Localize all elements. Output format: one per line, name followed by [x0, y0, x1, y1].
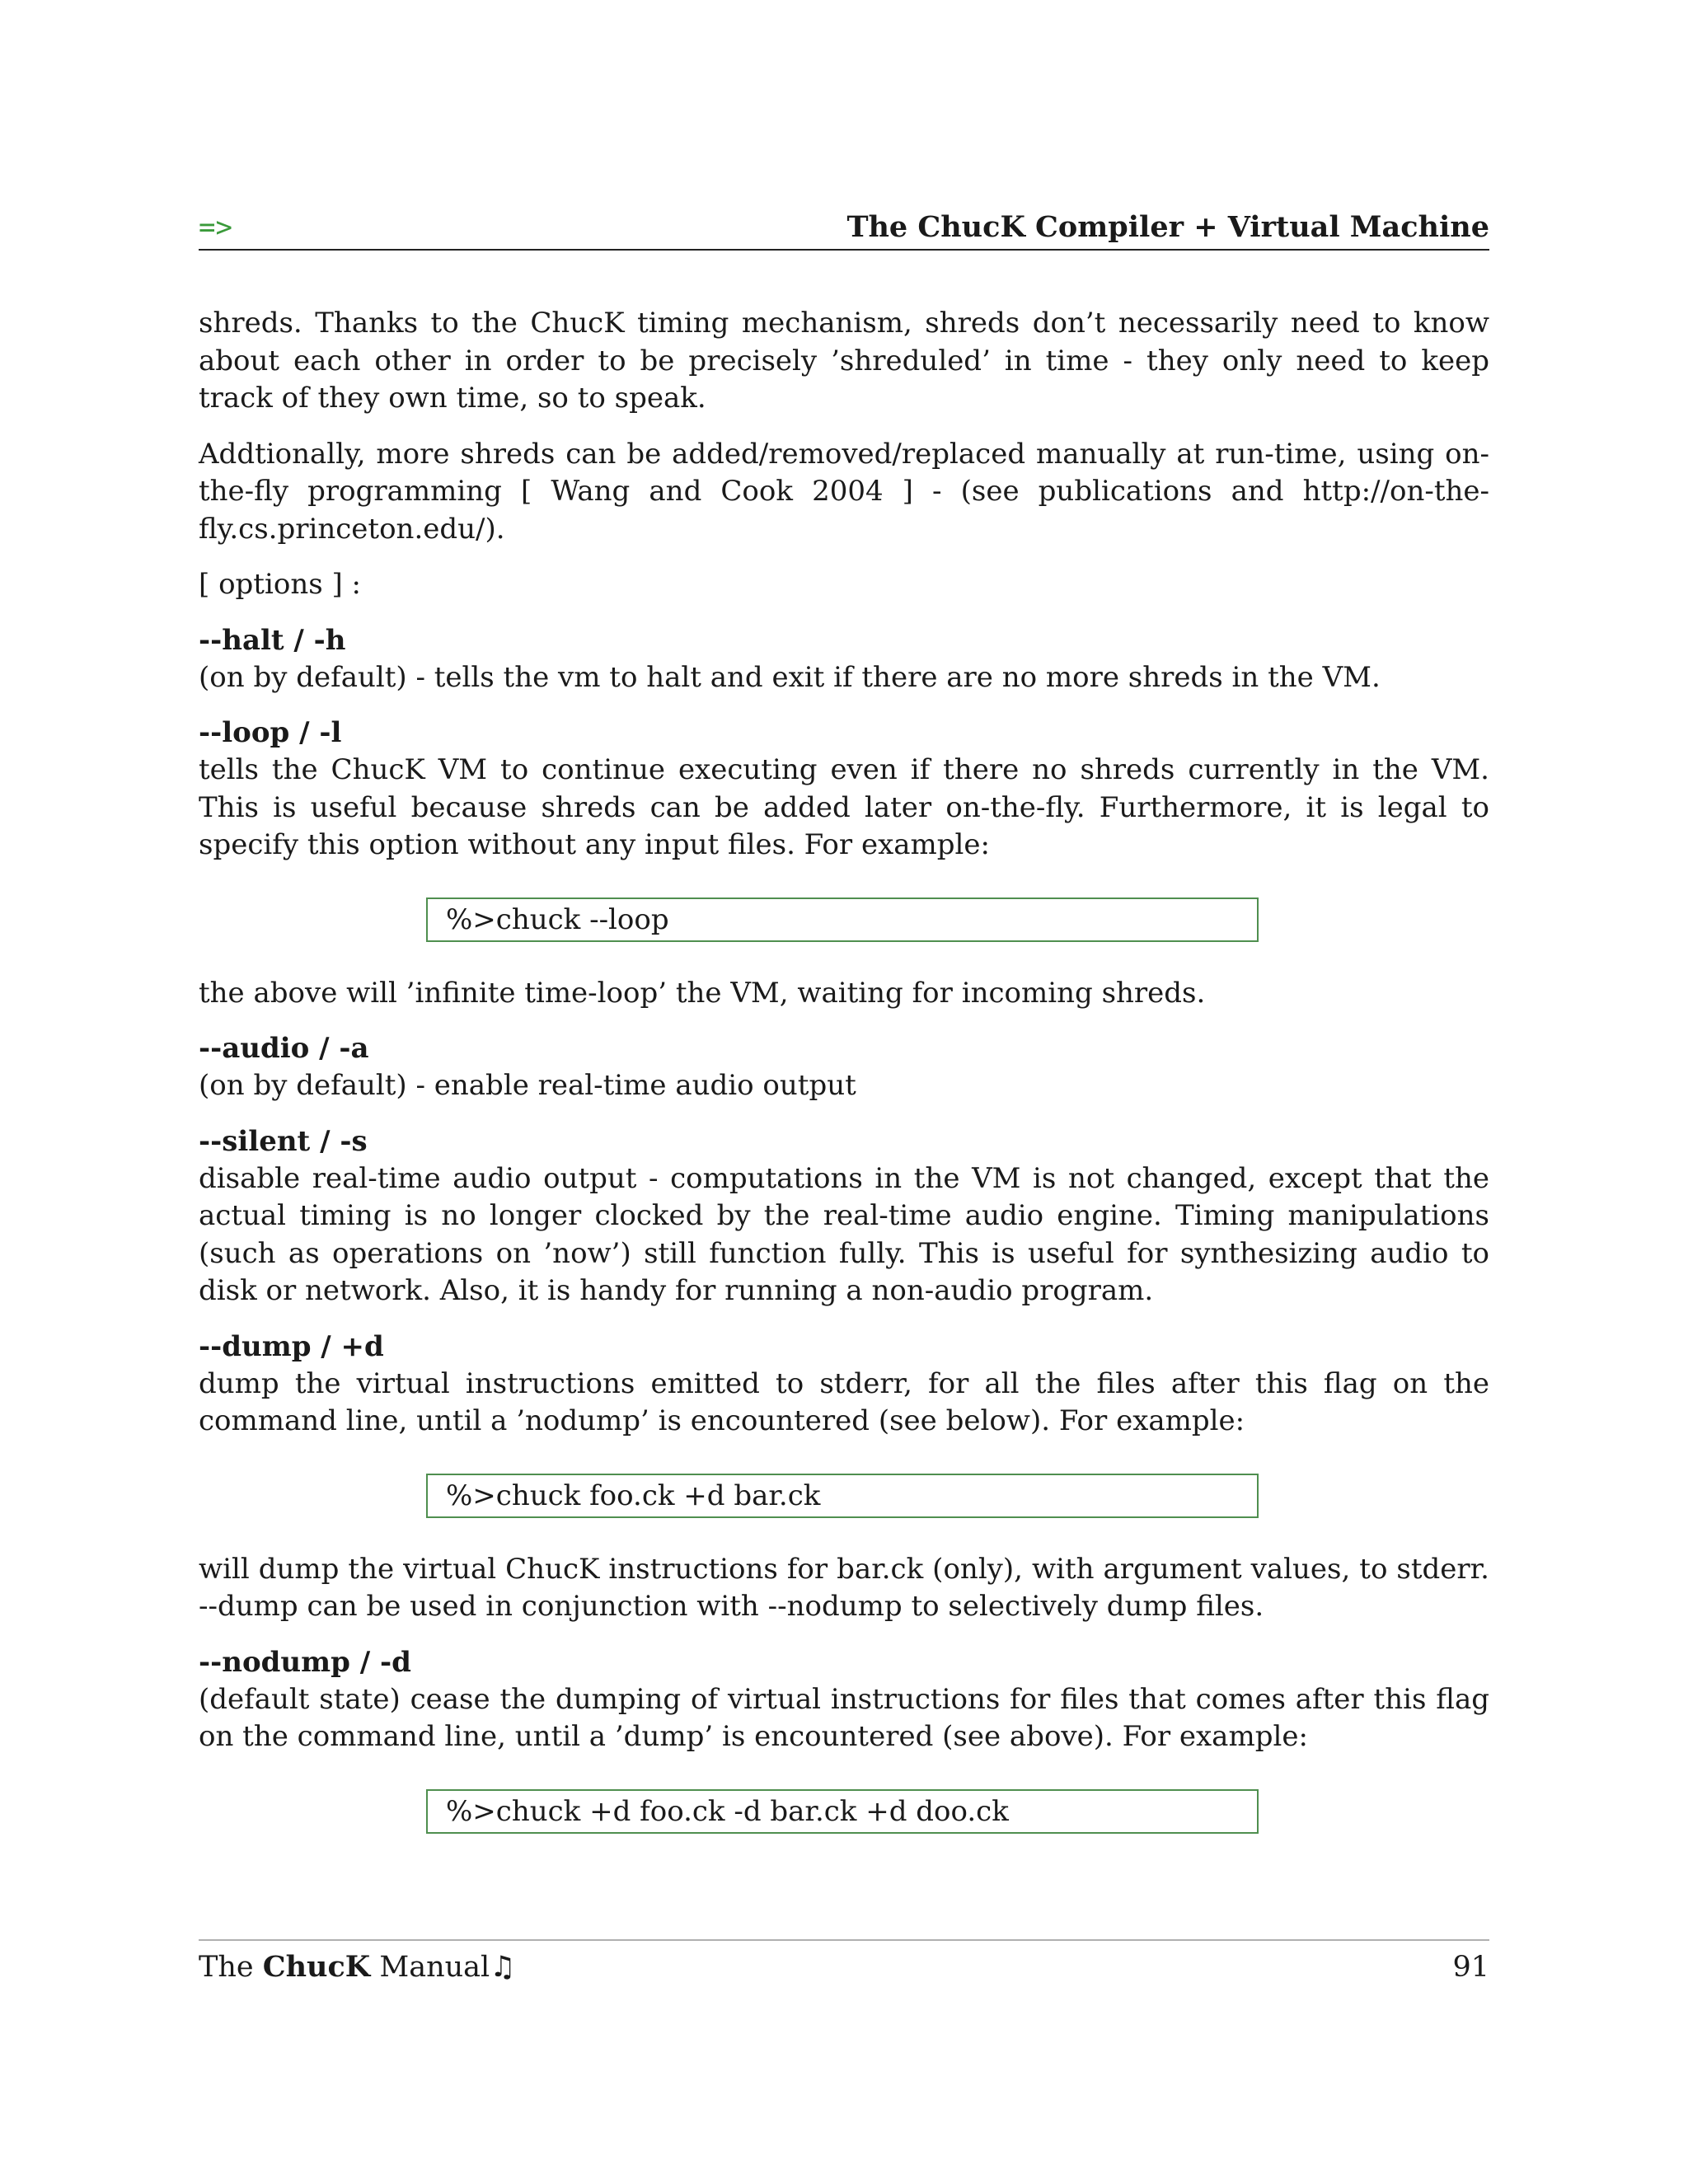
page-number: 91 — [1452, 1951, 1489, 1984]
footer-brand: ChucK — [262, 1950, 371, 1984]
option-dump-desc: dump the virtual instructions emitted to stderr, for all the files after this flag on the command line, until a ’nodump’ is encountered (see below). For example: — [199, 1366, 1489, 1437]
option-nodump-term: --nodump / -d — [199, 1645, 411, 1679]
footer-manual-title — [199, 1947, 516, 1988]
code-example-nodump: %>chuck +d foo.ck -d bar.ck +d doo.ck — [426, 1789, 1259, 1834]
option-loop-term: --loop / -l — [199, 716, 342, 749]
footer-rule — [199, 1939, 1489, 1941]
option-halt — [199, 622, 1489, 697]
option-loop-desc: tells the ChucK VM to continue executing even if there no shreds currently in the VM. This is useful because shreds can be added later on-the-fly. Furthermore, it is legal to specify this option without any input files. For example: — [199, 753, 1489, 861]
option-dump-after: will dump the virtual ChucK instructions for bar.ck (only), with argument values, to stderr. --dump can be used in conjunction with --nodump to selectively dump files. — [199, 1552, 1489, 1623]
code-example-dump: %>chuck foo.ck +d bar.ck — [426, 1474, 1259, 1518]
intro-paragraph-1: shreds. Thanks to the ChucK timing mechanism, shreds don’t necessarily need to know about each other in order to be precisely ’shreduled’ in time - they only need to keep track of they own time, so to speak. — [199, 307, 1489, 415]
footer-prefix: The — [199, 1951, 254, 1984]
option-dump-term: --dump / +d — [199, 1329, 384, 1363]
option-audio-term: --audio / -a — [199, 1032, 369, 1065]
option-loop — [199, 715, 1489, 1012]
header-arrow: => — [199, 211, 232, 244]
page-header — [199, 206, 1489, 251]
option-audio — [199, 1030, 1489, 1105]
options-label: [ options ] : — [199, 568, 361, 601]
option-silent-term: --silent / -s — [199, 1124, 368, 1158]
option-silent — [199, 1123, 1489, 1310]
code-example-loop: %>chuck --loop — [426, 898, 1259, 942]
option-nodump-desc: (default state) cease the dumping of virtual instructions for files that comes after this flag on the command line, until a ’dump’ is encountered (see above). For example: — [199, 1682, 1489, 1753]
option-silent-desc: disable real-time audio output - computations in the VM is not changed, except that the actual timing is no longer clocked by the real-time audio engine. Timing manipulations (such as operations on ’now’) still function fully. This is useful for synthesizing audio to disk or network. Also, it is handy for running a non-audio program. — [199, 1161, 1489, 1307]
option-loop-after: the above will ’infinite time-loop’ the VM, waiting for incoming shreds. — [199, 976, 1206, 1010]
option-halt-desc: (on by default) - tells the vm to halt and exit if there are no more shreds in the VM. — [199, 660, 1381, 694]
page-content — [199, 305, 1489, 1867]
option-nodump — [199, 1644, 1489, 1867]
footer-suffix: Manual♫ — [379, 1951, 516, 1984]
intro-paragraph-2: Addtionally, more shreds can be added/removed/replaced manually at run-time, using on-the-fly programming [ Wang and Cook 2004 ] - (see publications and http://on-the-fly.cs.princeton.edu/). — [199, 437, 1489, 546]
option-dump — [199, 1329, 1489, 1626]
option-audio-desc: (on by default) - enable real-time audio output — [199, 1069, 856, 1102]
option-halt-term: --halt / -h — [199, 623, 346, 657]
header-title: The ChucK Compiler + Virtual Machine — [846, 210, 1489, 244]
